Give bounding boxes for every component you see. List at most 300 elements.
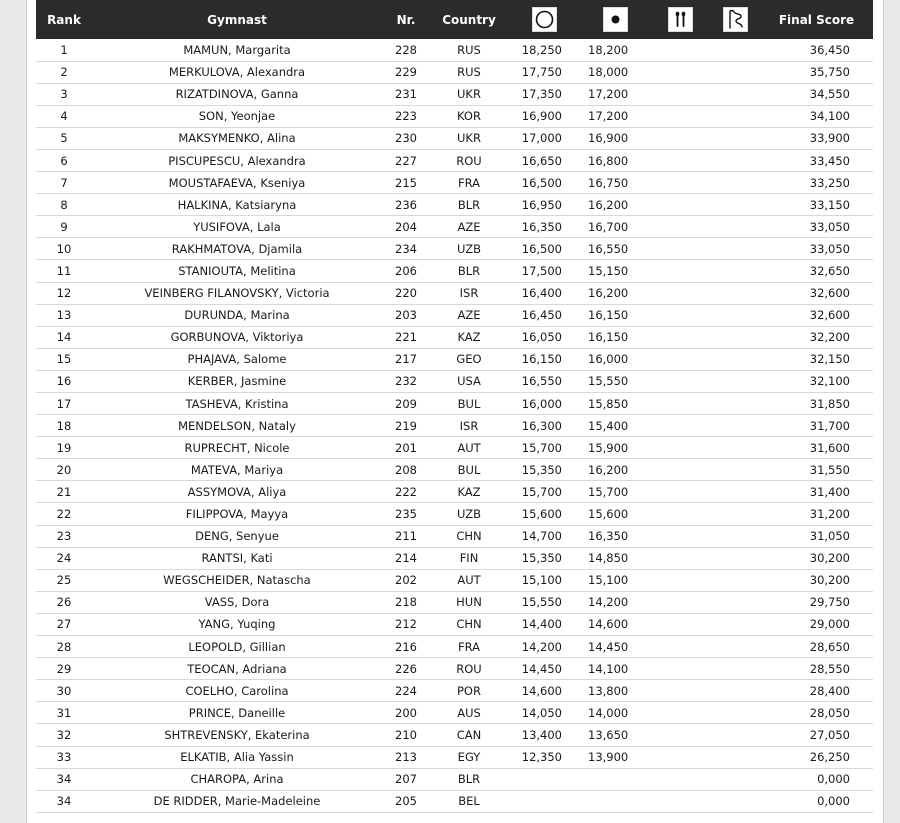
- table-row: [36, 702, 873, 724]
- clubs-score-cell: [650, 127, 710, 149]
- country-cell: BLR: [430, 768, 508, 790]
- table-row: [36, 393, 873, 415]
- start-number-cell: 207: [382, 768, 430, 790]
- ribbon-score-cell: [710, 39, 760, 61]
- clubs-score-cell: [650, 525, 710, 547]
- start-number-cell: 234: [382, 238, 430, 260]
- ribbon-score-cell: [710, 304, 760, 326]
- rank-cell: 19: [36, 437, 92, 459]
- country-cell: RUS: [430, 39, 508, 61]
- ball-score-cell: 14,450: [580, 636, 650, 658]
- ribbon-score-cell: [710, 746, 760, 768]
- gymnast-name-cell: KERBER, Jasmine: [92, 370, 382, 392]
- ribbon-score-cell: [710, 768, 760, 790]
- country-cell: CAN: [430, 724, 508, 746]
- ribbon-score-cell: [710, 636, 760, 658]
- start-number-cell: 224: [382, 680, 430, 702]
- ribbon-score-cell: [710, 127, 760, 149]
- hoop-score-cell: 16,500: [508, 238, 580, 260]
- gymnast-name-cell: VEINBERG FILANOVSKY, Victoria: [92, 282, 382, 304]
- gymnast-name-cell: PISCUPESCU, Alexandra: [92, 149, 382, 171]
- start-number-cell: 215: [382, 172, 430, 194]
- ball-score-cell: 16,150: [580, 304, 650, 326]
- final-score-cell: 32,600: [760, 304, 873, 326]
- ribbon-score-cell: [710, 348, 760, 370]
- final-score-cell: 32,100: [760, 370, 873, 392]
- gymnast-name-cell: CHAROPA, Arina: [92, 768, 382, 790]
- country-cell: CHN: [430, 613, 508, 635]
- final-score-cell: 34,550: [760, 83, 873, 105]
- clubs-score-cell: [650, 282, 710, 304]
- rank-cell: 1: [36, 39, 92, 61]
- final-score-cell: 29,000: [760, 613, 873, 635]
- hoop-score-cell: 15,100: [508, 569, 580, 591]
- ribbon-score-cell: [710, 194, 760, 216]
- ball-score-cell: 16,750: [580, 172, 650, 194]
- start-number-cell: 229: [382, 61, 430, 83]
- ball-score-cell: 14,850: [580, 547, 650, 569]
- rank-cell: 30: [36, 680, 92, 702]
- table-row: [36, 503, 873, 525]
- ribbon-score-cell: [710, 61, 760, 83]
- final-score-cell: 34,100: [760, 105, 873, 127]
- rank-cell: 3: [36, 83, 92, 105]
- country-cell: USA: [430, 370, 508, 392]
- start-number-cell: 218: [382, 591, 430, 613]
- rank-cell: 24: [36, 547, 92, 569]
- ribbon-score-cell: [710, 702, 760, 724]
- hoop-score-cell: 16,650: [508, 149, 580, 171]
- gymnast-name-cell: DENG, Senyue: [92, 525, 382, 547]
- final-score-cell: 28,400: [760, 680, 873, 702]
- country-cell: EGY: [430, 746, 508, 768]
- final-score-cell: 29,750: [760, 591, 873, 613]
- table-row: [36, 83, 873, 105]
- rank-cell: 25: [36, 569, 92, 591]
- ball-score-cell: 15,400: [580, 415, 650, 437]
- gymnast-name-cell: TASHEVA, Kristina: [92, 393, 382, 415]
- table-row: [36, 613, 873, 635]
- hoop-score-cell: 16,950: [508, 194, 580, 216]
- clubs-score-cell: [650, 702, 710, 724]
- country-cell: RUS: [430, 61, 508, 83]
- table-row: [36, 481, 873, 503]
- column-header-ribbon: [710, 0, 760, 39]
- hoop-score-cell: 12,350: [508, 746, 580, 768]
- gymnast-name-cell: DURUNDA, Marina: [92, 304, 382, 326]
- hoop-score-cell: 15,700: [508, 437, 580, 459]
- clubs-score-cell: [650, 194, 710, 216]
- rank-cell: 11: [36, 260, 92, 282]
- final-score-cell: 26,250: [760, 746, 873, 768]
- rank-cell: 9: [36, 216, 92, 238]
- final-score-cell: 33,450: [760, 149, 873, 171]
- gymnast-name-cell: MERKULOVA, Alexandra: [92, 61, 382, 83]
- table-row: [36, 39, 873, 61]
- clubs-score-cell: [650, 393, 710, 415]
- start-number-cell: 228: [382, 39, 430, 61]
- results-body: [36, 39, 873, 812]
- ball-score-cell: 18,000: [580, 61, 650, 83]
- final-score-cell: 31,550: [760, 459, 873, 481]
- hoop-score-cell: 16,000: [508, 393, 580, 415]
- ball-score-cell: 15,550: [580, 370, 650, 392]
- table-row: [36, 304, 873, 326]
- ribbon-score-cell: [710, 282, 760, 304]
- column-header-nr: Nr.: [396, 12, 416, 27]
- ribbon-score-cell: [710, 525, 760, 547]
- rank-cell: 34: [36, 768, 92, 790]
- rank-cell: 5: [36, 127, 92, 149]
- hoop-score-cell: 16,400: [508, 282, 580, 304]
- table-row: [36, 459, 873, 481]
- clubs-score-cell: [650, 415, 710, 437]
- ribbon-score-cell: [710, 149, 760, 171]
- gymnast-name-cell: VASS, Dora: [92, 591, 382, 613]
- final-score-cell: 36,450: [760, 39, 873, 61]
- clubs-score-cell: [650, 83, 710, 105]
- country-cell: ISR: [430, 282, 508, 304]
- clubs-score-cell: [650, 481, 710, 503]
- final-score-cell: 30,200: [760, 569, 873, 591]
- clubs-score-cell: [650, 658, 710, 680]
- clubs-score-cell: [650, 216, 710, 238]
- country-cell: POR: [430, 680, 508, 702]
- start-number-cell: 227: [382, 149, 430, 171]
- clubs-score-cell: [650, 61, 710, 83]
- country-cell: AUT: [430, 437, 508, 459]
- start-number-cell: 231: [382, 83, 430, 105]
- gymnast-name-cell: RUPRECHT, Nicole: [92, 437, 382, 459]
- clubs-icon: [668, 7, 693, 32]
- final-score-cell: 28,650: [760, 636, 873, 658]
- ribbon-score-cell: [710, 613, 760, 635]
- final-score-cell: 32,200: [760, 326, 873, 348]
- hoop-score-cell: 14,700: [508, 525, 580, 547]
- start-number-cell: 206: [382, 260, 430, 282]
- gymnast-name-cell: YANG, Yuqing: [92, 613, 382, 635]
- ribbon-score-cell: [710, 658, 760, 680]
- country-cell: KOR: [430, 105, 508, 127]
- rank-cell: 15: [36, 348, 92, 370]
- ribbon-score-cell: [710, 481, 760, 503]
- column-header-gymnast: Gymnast: [207, 12, 267, 27]
- rank-cell: 28: [36, 636, 92, 658]
- clubs-score-cell: [650, 768, 710, 790]
- hoop-score-cell: 15,350: [508, 459, 580, 481]
- rank-cell: 31: [36, 702, 92, 724]
- country-cell: FRA: [430, 172, 508, 194]
- final-score-cell: 33,050: [760, 216, 873, 238]
- table-row: [36, 437, 873, 459]
- ball-score-cell: 16,000: [580, 348, 650, 370]
- final-score-cell: 31,700: [760, 415, 873, 437]
- table-row: [36, 149, 873, 171]
- ribbon-score-cell: [710, 370, 760, 392]
- hoop-score-cell: 18,250: [508, 39, 580, 61]
- gymnast-name-cell: STANIOUTA, Melitina: [92, 260, 382, 282]
- hoop-score-cell: 17,750: [508, 61, 580, 83]
- clubs-score-cell: [650, 636, 710, 658]
- gymnast-name-cell: PRINCE, Daneille: [92, 702, 382, 724]
- start-number-cell: 216: [382, 636, 430, 658]
- final-score-cell: 33,250: [760, 172, 873, 194]
- ball-score-cell: 16,150: [580, 326, 650, 348]
- start-number-cell: 210: [382, 724, 430, 746]
- hoop-score-cell: 16,550: [508, 370, 580, 392]
- ribbon-score-cell: [710, 437, 760, 459]
- hoop-score-cell: 16,900: [508, 105, 580, 127]
- ribbon-score-cell: [710, 105, 760, 127]
- hoop-score-cell: 16,050: [508, 326, 580, 348]
- clubs-score-cell: [650, 260, 710, 282]
- ribbon-score-cell: [710, 326, 760, 348]
- table-row: [36, 348, 873, 370]
- gymnast-name-cell: RANTSI, Kati: [92, 547, 382, 569]
- start-number-cell: 211: [382, 525, 430, 547]
- ball-score-cell: 16,800: [580, 149, 650, 171]
- hoop-score-cell: 15,550: [508, 591, 580, 613]
- table-row: [36, 415, 873, 437]
- rank-cell: 16: [36, 370, 92, 392]
- ball-score-cell: 16,200: [580, 282, 650, 304]
- ribbon-score-cell: [710, 547, 760, 569]
- final-score-cell: 30,200: [760, 547, 873, 569]
- clubs-score-cell: [650, 547, 710, 569]
- table-row: [36, 746, 873, 768]
- rank-cell: 8: [36, 194, 92, 216]
- rank-cell: 2: [36, 61, 92, 83]
- hoop-score-cell: 14,400: [508, 613, 580, 635]
- hoop-score-cell: 15,600: [508, 503, 580, 525]
- hoop-icon: [532, 7, 557, 32]
- country-cell: UZB: [430, 503, 508, 525]
- country-cell: GEO: [430, 348, 508, 370]
- clubs-score-cell: [650, 746, 710, 768]
- ribbon-score-cell: [710, 238, 760, 260]
- rank-cell: 10: [36, 238, 92, 260]
- clubs-score-cell: [650, 348, 710, 370]
- table-row: [36, 172, 873, 194]
- table-row: [36, 61, 873, 83]
- final-score-cell: 0,000: [760, 790, 873, 812]
- final-score-cell: 27,050: [760, 724, 873, 746]
- start-number-cell: 213: [382, 746, 430, 768]
- start-number-cell: 209: [382, 393, 430, 415]
- hoop-score-cell: 16,350: [508, 216, 580, 238]
- rank-cell: 27: [36, 613, 92, 635]
- clubs-score-cell: [650, 238, 710, 260]
- start-number-cell: 214: [382, 547, 430, 569]
- hoop-score-cell: 14,200: [508, 636, 580, 658]
- start-number-cell: 217: [382, 348, 430, 370]
- final-score-cell: 32,600: [760, 282, 873, 304]
- start-number-cell: 202: [382, 569, 430, 591]
- table-row: [36, 768, 873, 790]
- final-score-cell: 32,650: [760, 260, 873, 282]
- ball-score-cell: 15,900: [580, 437, 650, 459]
- final-score-cell: 31,200: [760, 503, 873, 525]
- start-number-cell: 226: [382, 658, 430, 680]
- ribbon-score-cell: [710, 415, 760, 437]
- ribbon-score-cell: [710, 569, 760, 591]
- ball-score-cell: 16,200: [580, 459, 650, 481]
- ribbon-score-cell: [710, 393, 760, 415]
- ribbon-score-cell: [710, 83, 760, 105]
- gymnast-name-cell: MENDELSON, Nataly: [92, 415, 382, 437]
- final-score-cell: 31,850: [760, 393, 873, 415]
- clubs-score-cell: [650, 149, 710, 171]
- gymnast-name-cell: MATEVA, Mariya: [92, 459, 382, 481]
- country-cell: UZB: [430, 238, 508, 260]
- clubs-score-cell: [650, 39, 710, 61]
- hoop-score-cell: 15,350: [508, 547, 580, 569]
- gymnast-name-cell: MOUSTAFAEVA, Kseniya: [92, 172, 382, 194]
- hoop-score-cell: [508, 768, 580, 790]
- ball-score-cell: 13,650: [580, 724, 650, 746]
- rank-cell: 34: [36, 790, 92, 812]
- table-row: [36, 216, 873, 238]
- gymnast-name-cell: WEGSCHEIDER, Natascha: [92, 569, 382, 591]
- table-row: [36, 658, 873, 680]
- ball-score-cell: 14,100: [580, 658, 650, 680]
- final-score-cell: 32,150: [760, 348, 873, 370]
- column-header-hoop: [508, 0, 580, 39]
- country-cell: ROU: [430, 658, 508, 680]
- table-row: [36, 525, 873, 547]
- gymnast-name-cell: MAMUN, Margarita: [92, 39, 382, 61]
- table-row: [36, 105, 873, 127]
- table-row: [36, 790, 873, 812]
- start-number-cell: 219: [382, 415, 430, 437]
- ball-score-cell: 16,700: [580, 216, 650, 238]
- table-row: [36, 282, 873, 304]
- start-number-cell: 208: [382, 459, 430, 481]
- ball-score-cell: 13,800: [580, 680, 650, 702]
- country-cell: CHN: [430, 525, 508, 547]
- rank-cell: 32: [36, 724, 92, 746]
- country-cell: UKR: [430, 127, 508, 149]
- table-row: [36, 547, 873, 569]
- rank-cell: 7: [36, 172, 92, 194]
- country-cell: AZE: [430, 216, 508, 238]
- final-score-cell: 33,050: [760, 238, 873, 260]
- ball-score-cell: 17,200: [580, 105, 650, 127]
- gymnast-name-cell: YUSIFOVA, Lala: [92, 216, 382, 238]
- ball-score-cell: 16,200: [580, 194, 650, 216]
- column-header-rank: Rank: [47, 12, 81, 27]
- final-score-cell: 35,750: [760, 61, 873, 83]
- start-number-cell: 236: [382, 194, 430, 216]
- clubs-score-cell: [650, 459, 710, 481]
- column-header-country: Country: [442, 12, 496, 27]
- rank-cell: 18: [36, 415, 92, 437]
- rank-cell: 6: [36, 149, 92, 171]
- rank-cell: 4: [36, 105, 92, 127]
- table-row: [36, 260, 873, 282]
- start-number-cell: 221: [382, 326, 430, 348]
- gymnast-name-cell: COELHO, Carolina: [92, 680, 382, 702]
- gymnast-name-cell: SHTREVENSKY, Ekaterina: [92, 724, 382, 746]
- start-number-cell: 235: [382, 503, 430, 525]
- start-number-cell: 230: [382, 127, 430, 149]
- ball-score-cell: 14,000: [580, 702, 650, 724]
- gymnast-name-cell: PHAJAVA, Salome: [92, 348, 382, 370]
- country-cell: ISR: [430, 415, 508, 437]
- gymnast-name-cell: GORBUNOVA, Viktoriya: [92, 326, 382, 348]
- column-header-final: Final Score: [778, 12, 855, 27]
- gymnast-name-cell: FILIPPOVA, Mayya: [92, 503, 382, 525]
- start-number-cell: 205: [382, 790, 430, 812]
- ball-icon: [603, 7, 628, 32]
- country-cell: FIN: [430, 547, 508, 569]
- hoop-score-cell: 17,000: [508, 127, 580, 149]
- gymnast-name-cell: TEOCAN, Adriana: [92, 658, 382, 680]
- gymnast-name-cell: MAKSYMENKO, Alina: [92, 127, 382, 149]
- ribbon-score-cell: [710, 216, 760, 238]
- clubs-score-cell: [650, 304, 710, 326]
- ribbon-score-cell: [710, 680, 760, 702]
- clubs-score-cell: [650, 172, 710, 194]
- ribbon-score-cell: [710, 260, 760, 282]
- clubs-score-cell: [650, 569, 710, 591]
- table-header-row: [36, 0, 873, 39]
- clubs-score-cell: [650, 790, 710, 812]
- start-number-cell: 220: [382, 282, 430, 304]
- start-number-cell: 203: [382, 304, 430, 326]
- country-cell: KAZ: [430, 326, 508, 348]
- hoop-score-cell: 14,050: [508, 702, 580, 724]
- table-row: [36, 194, 873, 216]
- country-cell: BEL: [430, 790, 508, 812]
- final-score-cell: 0,000: [760, 768, 873, 790]
- country-cell: ROU: [430, 149, 508, 171]
- country-cell: BUL: [430, 393, 508, 415]
- country-cell: AUT: [430, 569, 508, 591]
- clubs-score-cell: [650, 680, 710, 702]
- hoop-score-cell: 13,400: [508, 724, 580, 746]
- gymnast-name-cell: LEOPOLD, Gillian: [92, 636, 382, 658]
- country-cell: FRA: [430, 636, 508, 658]
- clubs-score-cell: [650, 613, 710, 635]
- hoop-score-cell: 15,700: [508, 481, 580, 503]
- ball-score-cell: 15,600: [580, 503, 650, 525]
- results-panel: [26, 0, 884, 823]
- ribbon-score-cell: [710, 724, 760, 746]
- gymnast-name-cell: HALKINA, Katsiaryna: [92, 194, 382, 216]
- table-row: [36, 636, 873, 658]
- table-row: [36, 238, 873, 260]
- ball-score-cell: 15,700: [580, 481, 650, 503]
- country-cell: BUL: [430, 459, 508, 481]
- country-cell: UKR: [430, 83, 508, 105]
- country-cell: BLR: [430, 260, 508, 282]
- start-number-cell: 222: [382, 481, 430, 503]
- table-row: [36, 569, 873, 591]
- clubs-score-cell: [650, 326, 710, 348]
- hoop-score-cell: 16,450: [508, 304, 580, 326]
- rank-cell: 22: [36, 503, 92, 525]
- hoop-score-cell: 16,300: [508, 415, 580, 437]
- ribbon-score-cell: [710, 591, 760, 613]
- start-number-cell: 201: [382, 437, 430, 459]
- gymnast-name-cell: SON, Yeonjae: [92, 105, 382, 127]
- ball-score-cell: 16,350: [580, 525, 650, 547]
- rank-cell: 14: [36, 326, 92, 348]
- ribbon-score-cell: [710, 172, 760, 194]
- hoop-score-cell: 17,350: [508, 83, 580, 105]
- table-row: [36, 724, 873, 746]
